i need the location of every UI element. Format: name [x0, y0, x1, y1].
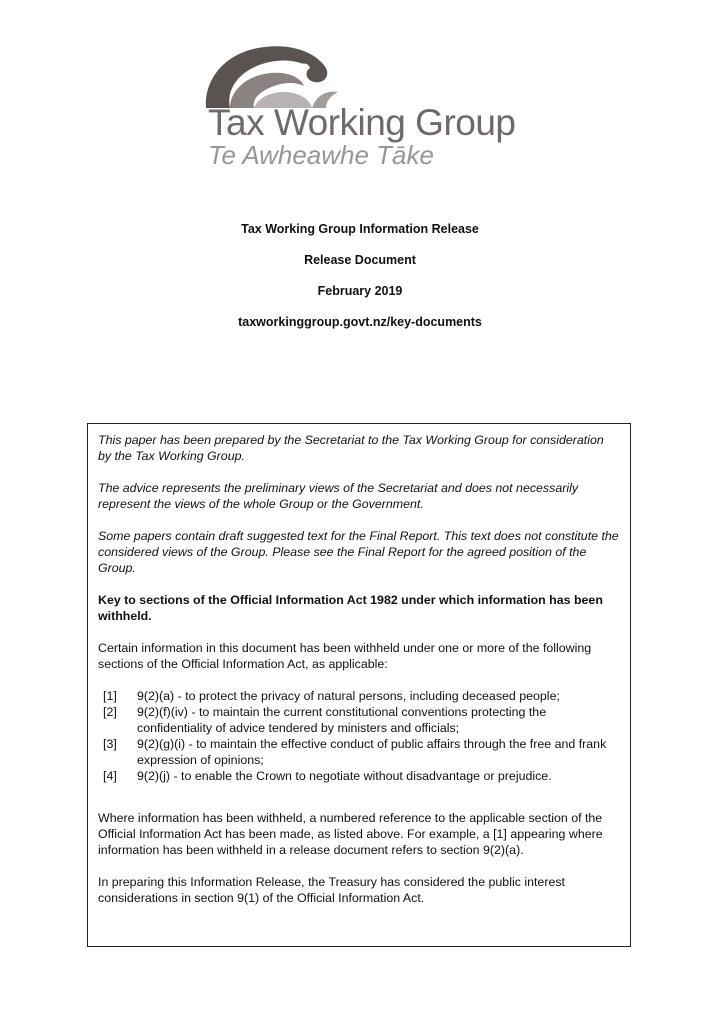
section-ref: [1]	[103, 689, 117, 703]
section-text: 9(2)(g)(i) - to maintain the effective conduct of public affairs through the free and frank expression of opinions;	[137, 737, 607, 767]
oia-key-heading: Key to sections of the Official Information Act 1982 under which information has been withheld.	[98, 593, 603, 623]
section-ref: [4]	[103, 769, 117, 783]
documents-url[interactable]: taxworkinggroup.govt.nz/key-documents	[238, 315, 482, 329]
withheld-intro-paragraph: Certain information in this document has been withheld under one or more of the following sections of the Official Information Act, as applicable:	[98, 641, 592, 671]
list-item	[98, 688, 620, 704]
oia-section-list	[98, 688, 620, 784]
public-interest-paragraph: In preparing this Information Release, the Treasury has considered the public interest considerations in section 9(1) of the Official Information Act.	[98, 875, 565, 905]
advice-disclaimer-paragraph: The advice represents the preliminary views of the Secretariat and does not necessarily represent the views of the whole Group or the Government.	[98, 481, 579, 511]
release-date: February 2019	[317, 284, 403, 298]
list-item	[98, 768, 620, 784]
list-item	[98, 736, 620, 768]
logo-title: Tax Working Group	[208, 102, 516, 143]
reference-explanation-paragraph: Where information has been withheld, a numbered reference to the applicable section of the Official Information Act has been made, as listed above. For example, a [1] appearing where information has been withheld in a release document refers to section 9(2)(a).	[98, 811, 603, 857]
prepared-by-paragraph: This paper has been prepared by the Secretariat to the Tax Working Group for consideration by the Tax Working Group.	[98, 433, 604, 463]
oia-notice-box	[87, 423, 631, 947]
release-title: Tax Working Group Information Release	[241, 222, 479, 236]
section-ref: [3]	[103, 737, 117, 751]
document-type: Release Document	[304, 253, 416, 267]
tax-working-group-logo	[200, 42, 520, 174]
section-text: 9(2)(j) - to enable the Crown to negotiate without disadvantage or prejudice.	[137, 769, 552, 783]
section-text: 9(2)(a) - to protect the privacy of natural persons, including deceased people;	[137, 689, 560, 703]
section-text: 9(2)(f)(iv) - to maintain the current constitutional conventions protecting the confidentiality of advice tendered by ministers and officials;	[137, 705, 547, 735]
draft-text-paragraph: Some papers contain draft suggested text for the Final Report. This text does not constitute the considered views of the Group. Please see the Final Report for the agreed position of the Group.	[98, 529, 619, 575]
list-item	[98, 704, 620, 736]
section-ref: [2]	[103, 705, 117, 719]
logo-subtitle: Te Awheawhe Tāke	[208, 140, 434, 170]
